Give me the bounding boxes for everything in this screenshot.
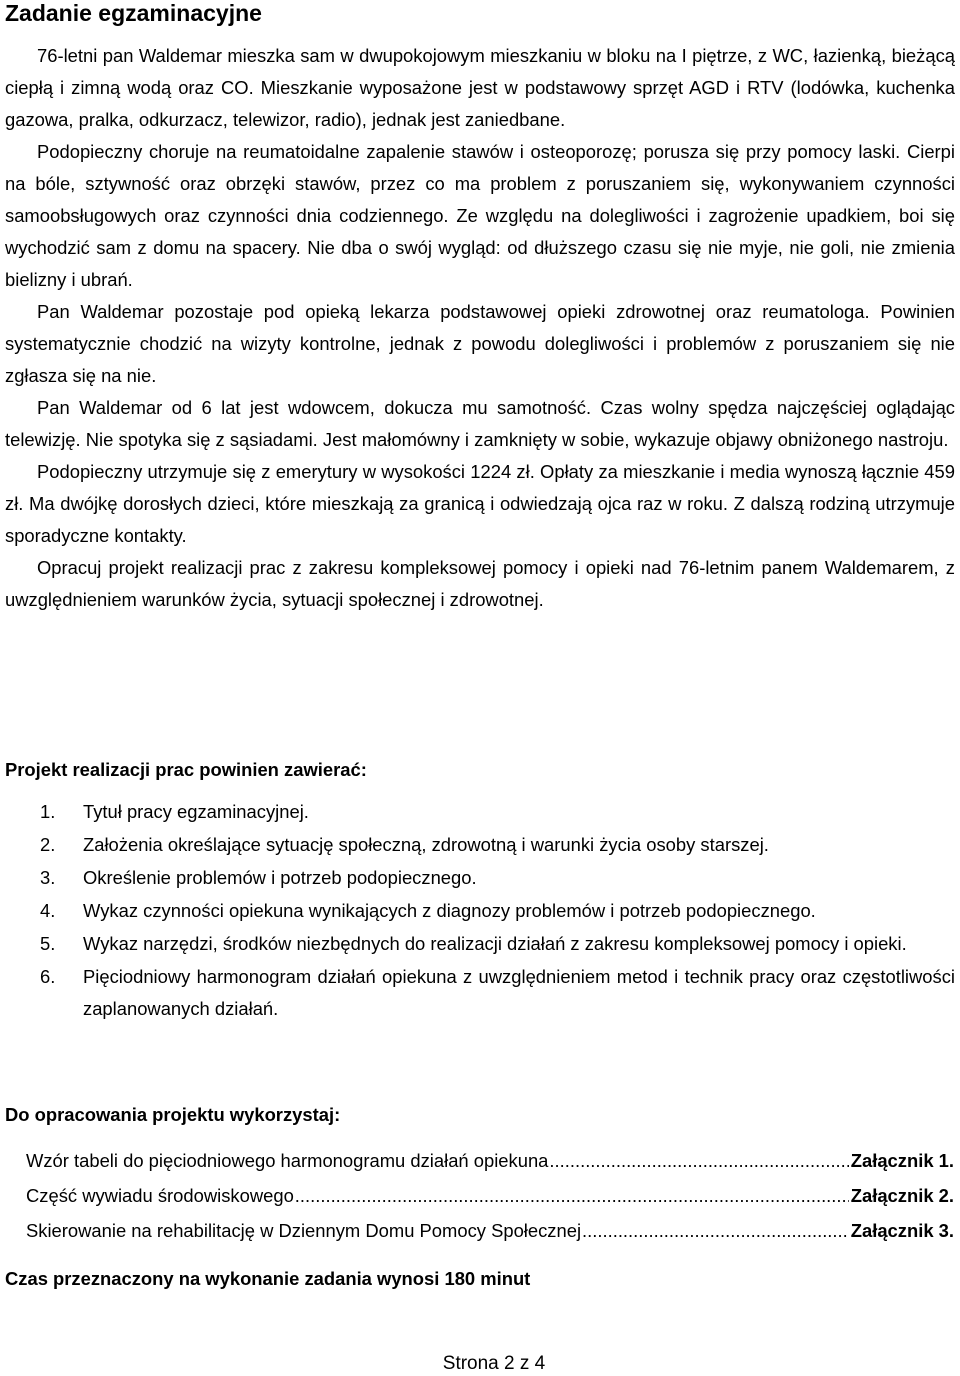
project-requirements-heading: Projekt realizacji prac powinien zawierać:	[5, 759, 367, 780]
paragraph-health: Podopieczny choruje na reumatoidalne zapalenie stawów i osteoporozę; porusza się przy pomocy laski. Cierpi na bóle, sztywność oraz obrzęki stawów, przez co ma problem z poruszaniem się, wykonywaniem czynności samoobsługowych oraz czynności dnia codziennego. Ze względu na dolegliwości i zagrożenie upadkiem, boi się wychodzić sam z domu na spacery. Nie dba o swój wygląd: od dłuższego czasu się nie myje, nie goli, nie zmienia bielizny i ubrań.	[5, 141, 955, 290]
attachments-list	[26, 1143, 954, 1248]
list-item-number: 3.	[40, 867, 56, 888]
list-item-text: Założenia określające sytuację społeczną, zdrowotną i warunki życia osoby starszej.	[83, 834, 769, 855]
attachment-title: Skierowanie na rehabilitację w Dziennym Domu Pomocy Społecznej	[26, 1220, 582, 1241]
list-item-number: 1.	[40, 801, 56, 822]
attachment-title: Część wywiadu środowiskowego	[26, 1185, 294, 1206]
list-item	[0, 829, 955, 861]
list-item	[0, 895, 955, 927]
attachment-reference: Załącznik 1.	[850, 1150, 954, 1171]
paragraph-medical-care: Pan Waldemar pozostaje pod opieką lekarza podstawowej opieki zdrowotnej oraz reumatologa. Powinien systematycznie chodzić na wizyty kontrolne, jednak z powodu dolegliwości i problemów z poruszaniem się nie zgłasza się na nie.	[5, 301, 955, 386]
attachment-row	[26, 1178, 954, 1213]
time-limit-note: Czas przeznaczony na wykonanie zadania wynosi 180 minut	[5, 1268, 531, 1289]
paragraph-task: Opracuj projekt realizacji prac z zakresu kompleksowej pomocy i opieki nad 76-letnim panem Waldemarem, z uwzględnieniem warunków życia, sytuacji społecznej i zdrowotnej.	[5, 557, 955, 610]
attachment-reference: Załącznik 2.	[850, 1185, 954, 1206]
case-description	[5, 40, 955, 616]
list-item-text: Pięciodniowy harmonogram działań opiekuna z uwzględnieniem metod i technik pracy oraz częstotliwości zaplanowanych działań.	[83, 966, 955, 1019]
list-item-text: Wykaz czynności opiekuna wynikających z diagnozy problemów i potrzeb podopiecznego.	[83, 900, 816, 921]
list-item	[0, 928, 955, 960]
attachment-title: Wzór tabeli do pięciodniowego harmonogramu działań opiekuna	[26, 1150, 549, 1171]
list-item-text: Tytuł pracy egzaminacyjnej.	[83, 801, 309, 822]
list-item-number: 4.	[40, 900, 56, 921]
dot-leader	[295, 1178, 849, 1213]
list-item	[0, 796, 955, 828]
paragraph-finances: Podopieczny utrzymuje się z emerytury w wysokości 1224 zł. Opłaty za mieszkanie i media wynoszą łącznie 459 zł. Ma dwójkę dorosłych dzieci, które mieszkają za granicą i odwiedzają ojca raz w roku. Z dalszą rodziną utrzymuje sporadyczne kontakty.	[5, 461, 955, 546]
attachment-row	[26, 1143, 954, 1178]
list-item	[0, 961, 955, 1025]
dot-leader	[582, 1213, 849, 1248]
list-item-number: 2.	[40, 834, 56, 855]
dot-leader	[549, 1143, 848, 1178]
list-item-text: Wykaz narzędzi, środków niezbędnych do realizacji działań z zakresu kompleksowej pomocy i opieki.	[83, 933, 907, 954]
resources-heading: Do opracowania projektu wykorzystaj:	[5, 1104, 341, 1125]
page-number-footer: Strona 2 z 4	[442, 1353, 546, 1374]
attachment-row	[26, 1213, 954, 1248]
list-item-number: 5.	[40, 933, 56, 954]
paragraph-living-conditions: 76-letni pan Waldemar mieszka sam w dwupokojowym mieszkaniu w bloku na I piętrze, z WC, łazienką, bieżącą ciepłą i zimną wodą oraz CO. Mieszkanie wyposażone jest w podstawowy sprzęt AGD i RTV (lodówka, kuchenka gazowa, pralka, odkurzacz, telewizor, radio), jednak jest zaniedbane.	[5, 45, 955, 130]
project-requirements-list	[0, 796, 955, 1026]
list-item-text: Określenie problemów i potrzeb podopiecznego.	[83, 867, 477, 888]
page-title: Zadanie egzaminacyjne	[5, 0, 262, 26]
list-item-number: 6.	[40, 966, 56, 987]
paragraph-social-situation: Pan Waldemar od 6 lat jest wdowcem, dokucza mu samotność. Czas wolny spędza najczęściej oglądając telewizję. Nie spotyka się z sąsiadami. Jest małomówny i zamknięty w sobie, wykazuje objawy obniżonego nastroju.	[5, 397, 955, 450]
list-item	[0, 862, 955, 894]
attachment-reference: Załącznik 3.	[850, 1220, 954, 1241]
